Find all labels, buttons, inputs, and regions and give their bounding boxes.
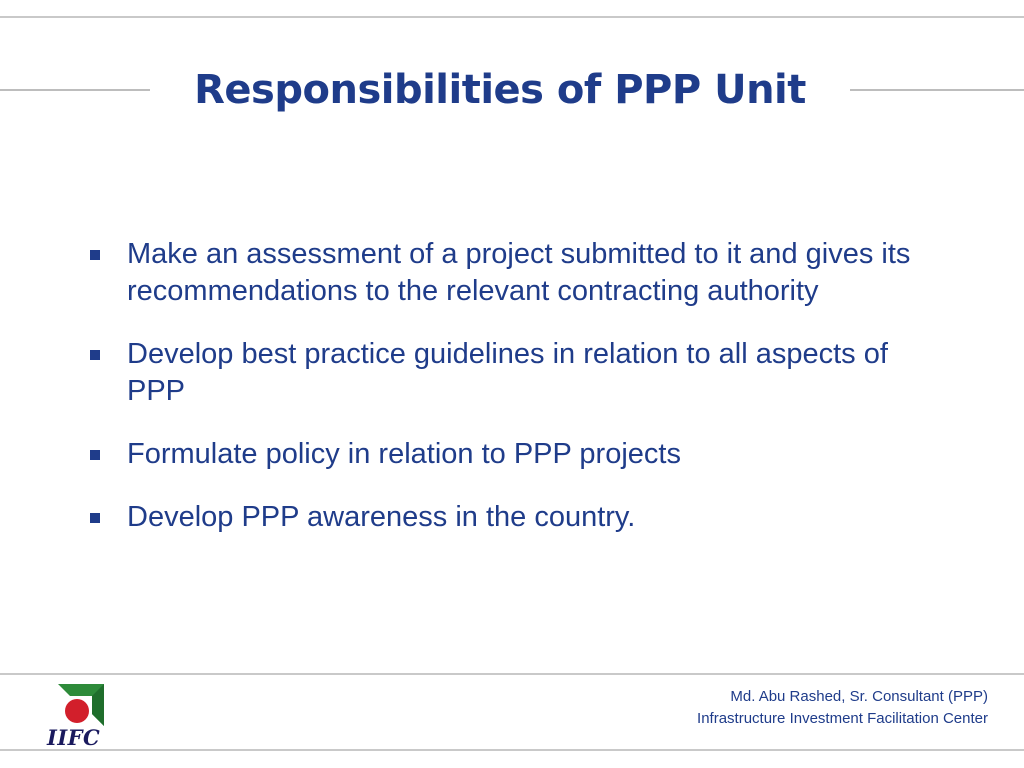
bullet-item (90, 436, 950, 473)
bullet-item (90, 336, 950, 410)
bullet-text: Make an assessment of a project submitted to it and gives its recommendations to the relevant contracting authority (127, 238, 911, 307)
logo-red-disc (65, 699, 89, 723)
bullet-item (90, 499, 950, 536)
footer-top-rule (0, 673, 1024, 675)
presenter-name: Md. Abu Rashed, Sr. Consultant (PPP) (730, 688, 988, 705)
organization-name: Infrastructure Investment Facilitation Center (697, 710, 988, 727)
square-bullet-icon (90, 450, 100, 460)
square-bullet-icon (90, 513, 100, 523)
logo-wordmark: IIFC (47, 725, 101, 750)
square-bullet-icon (90, 350, 100, 360)
top-rule (0, 16, 1024, 18)
footer-credits (697, 686, 988, 730)
bullet-item (90, 236, 950, 310)
bullet-text: Develop best practice guidelines in relation to all aspects of PPP (127, 338, 888, 407)
slide-title: Responsibilities of PPP Unit (194, 67, 806, 113)
square-bullet-icon (90, 250, 100, 260)
bullet-text: Develop PPP awareness in the country. (127, 501, 636, 533)
bullet-text: Formulate policy in relation to PPP projects (127, 438, 681, 470)
footer-bottom-rule (0, 749, 1024, 751)
title-area (150, 58, 850, 122)
bullet-list (90, 236, 950, 562)
